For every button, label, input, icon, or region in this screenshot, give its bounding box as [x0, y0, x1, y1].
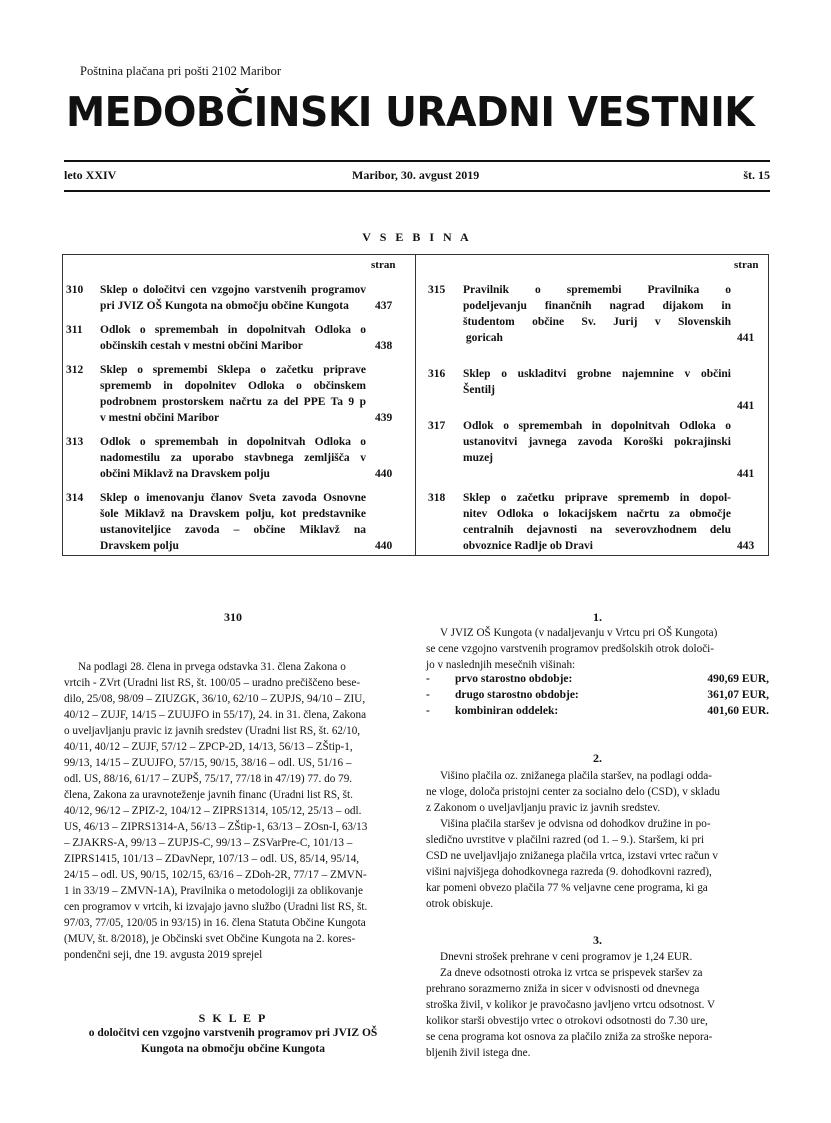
article-3-line: Dnevni strošek prehrane v ceni programov je 1,24 EUR.	[440, 951, 693, 963]
article-1-line: se cene vzgojno varstvenih programov predšolskih otrok določi-	[426, 643, 715, 655]
toc-entry-line: Pravilnik o spremembi Pravilnika o	[463, 284, 731, 296]
article-2-line: ne vloge, določa pristojni center za socialno delo (CSD), v skladu	[426, 786, 720, 798]
toc-entry-line: Sklep o določitvi cen vzgojno varstvenih programov	[100, 284, 366, 296]
toc-entry-page: 440	[375, 540, 393, 552]
preamble-text	[64, 659, 402, 963]
toc-entry-line: v mestni občini Maribor	[100, 412, 220, 424]
article-1-text	[426, 625, 769, 673]
price-label: kombiniran oddelek:	[455, 705, 559, 717]
issue-number: št. 15	[743, 168, 770, 182]
toc-entry-page: 443	[737, 540, 755, 552]
toc-entry-line: nitev Odloka o lokacijskem načrtu za območje	[463, 508, 731, 520]
toc-entry-page: 441	[737, 332, 755, 344]
price-value: 361,07 EUR,	[707, 689, 769, 701]
article-3-line: bljenih živil istega dne.	[426, 1047, 531, 1059]
article-2-line: z Zakonom o uveljavljanju pravic iz javnih sredstev.	[426, 802, 661, 814]
preamble-line: 99/13, 14/15 – ZUUJFO, 57/15, 90/15, 38/16 – odl. US, 51/16 –	[64, 757, 352, 769]
article-3-line: stroška živil, v kolikor je pravočasno javljeno vrtcu odsotnost. V	[426, 999, 716, 1011]
toc-entry-line: centralnih dejavnosti na severovzhodnem delu	[463, 524, 731, 536]
toc-entry-line: občini Miklavž na Dravskem polju	[100, 468, 270, 480]
price-bullet: -	[426, 689, 430, 701]
preamble-line: vrtcih - ZVrt (Uradni list RS, št. 100/05 – uradno prečiščeno bese-	[64, 677, 361, 689]
toc-entry-line: ustanoviteljice zavoda – občine Miklavž na	[100, 524, 366, 536]
toc-entry-number: 317	[428, 420, 446, 432]
preamble-line: odl. US, 88/16, 61/17 – ZUPŠ, 75/17, 77/18 in 47/19) 77. do 79.	[64, 773, 353, 785]
toc-entry-line: podrobnem prostorskem načrtu za del PPE Ta 9 p	[100, 396, 366, 408]
price-bullet: -	[426, 705, 430, 717]
toc-entry-page: 439	[375, 412, 393, 424]
article-1-line: jo v naslednjih mesečnih višinah:	[426, 659, 576, 671]
toc-entry-line: podeljevanju finančnih nagrad dijakom in	[463, 300, 731, 312]
sklep-title: S K L E P	[198, 1011, 268, 1025]
price-value: 401,60 EUR.	[707, 705, 769, 717]
toc-entry-page: 440	[375, 468, 393, 480]
toc-entry-line: Odlok o spremembah in dopolnitvah Odloka o	[100, 324, 366, 336]
preamble-line: 40/12 – ZUJF, 14/15 – ZUUJFO in 55/17), 24. in 31. člena, Zakona	[64, 709, 367, 721]
toc-entry-line: šole Miklavž na Dravskem polju, kot predstavnike	[100, 508, 366, 520]
article-1-title: 1.	[593, 610, 602, 624]
toc-entry-number: 310	[66, 284, 84, 296]
toc-entry-number: 316	[428, 368, 446, 380]
article-3-line: prehrano sorazmerno zniža in sicer v odvisnosti od dnevnega	[426, 983, 700, 995]
toc-entry-line: ustanovitvi javnega zavoda Koroški pokrajinski	[463, 436, 731, 448]
masthead-title: MEDOBČINSKI URADNI VESTNIK	[66, 88, 755, 136]
toc-entry-page: 437	[375, 300, 393, 312]
toc-entry	[66, 322, 405, 354]
preamble-line: 40/12, 96/12 – ZPIZ-2, 104/12 – ZIPRS1314, 105/12, 25/13 – odl.	[64, 805, 362, 817]
toc-stran-left: stran	[371, 259, 396, 271]
toc-entry	[66, 362, 405, 426]
toc-entry-page: 441	[737, 468, 755, 480]
article-3-line: kolikor starši obvestijo vrtec o otrokovi odsotnosti do 7.30 ure,	[426, 1015, 708, 1027]
preamble-line: – ZJAKRS-A, 99/13 – ZUPJS-C, 99/13 – ZSVarPre-C, 101/13 –	[64, 837, 353, 849]
toc-entry-page: 441	[737, 400, 755, 412]
toc-entry-line: Sklep o začetku priprave sprememb in dopol-	[463, 492, 731, 504]
preamble-line: dilo, 25/08, 98/09 – ZIUZGK, 36/10, 62/10 – ZUPJS, 94/10 – ZIU,	[64, 693, 366, 705]
article-2-title: 2.	[593, 751, 602, 765]
issue-year: leto XXIV	[64, 168, 117, 182]
article-3-line: se cena programa kot osnova za plačilo zniža za stroške nepora-	[426, 1031, 713, 1043]
preamble-line: pondenčni seji, dne 19. avgusta 2019 sprejel	[64, 949, 263, 961]
sklep-subtitle-1: o določitvi cen vzgojno varstvenih programov pri JVIZ OŠ	[88, 1027, 378, 1039]
toc-entry-line: sprememb in dopolnitev Odloka o občinskem	[100, 380, 366, 392]
article-2-line: Višina plačila staršev je odvisna od dohodkov družine in po-	[440, 818, 711, 830]
preamble-line: 97/03, 77/05, 120/05 in 93/15) in 16. člena Statuta Občine Kungota	[64, 917, 366, 929]
toc-entry	[428, 366, 767, 412]
toc-entry-number: 313	[66, 436, 84, 448]
preamble-line: 24/15 – odl. US, 90/15, 102/15, 63/16 – ZDoh-2R, 77/17 – ZMVN-	[64, 869, 367, 881]
price-bullet: -	[426, 673, 430, 685]
toc-entry-number: 314	[66, 492, 84, 504]
toc-entry-line: goricah	[463, 332, 503, 344]
article-3-text	[426, 949, 769, 1061]
preamble-line: US, 46/13 – ZIPRS1314-A, 56/13 – ZŠtip-1, 63/13 – ZOsn-I, 63/13	[64, 821, 368, 833]
article-1-line: V JVIZ OŠ Kungota (v nadaljevanju v Vrtcu pri OŠ Kungota)	[440, 627, 718, 639]
toc-entry	[428, 490, 767, 554]
toc-entry-line: Šentilj	[463, 384, 495, 396]
preamble-line: 1 in 33/19 – ZMVN-1A), Pravilnika o metodologiji za oblikovanje	[64, 885, 363, 897]
toc-title: V S E B I N A	[362, 230, 472, 244]
toc-entry-line: Sklep o spremembi Sklepa o začetku priprave	[100, 364, 366, 376]
article-2-line: kar pomeni obvezo plačila 77 % veljavne cene programa, ki ga	[426, 882, 708, 894]
toc-entry	[66, 490, 405, 554]
toc-entry-line: občinskih cestah v mestni občini Maribor	[100, 340, 303, 352]
preamble-line: (MUV, št. 8/2018), je Občinski svet Občine Kungota na 2. kores-	[64, 933, 356, 945]
price-value: 490,69 EUR,	[707, 673, 769, 685]
toc-entry-number: 318	[428, 492, 446, 504]
toc-entry-line: nadomestilu za uporabo stavbnega zemljišča v	[100, 452, 366, 464]
toc-entry-line: Dravskem polju	[100, 540, 179, 552]
price-label: prvo starostno obdobje:	[455, 673, 573, 685]
article-2-line: sledično uvrstitve v plačilni razred (od 1. – 9.). Staršem, ki pri	[426, 834, 705, 846]
sklep-subtitle-2: Kungota na območju občine Kungota	[140, 1043, 326, 1055]
toc-entry-line: Odlok o spremembah in dopolnitvah Odloka o	[100, 436, 366, 448]
preamble-line: 40/11, 40/12 – ZUJF, 57/12 – ZPCP-2D, 14/13, 56/13 – ZŠtip-1,	[64, 741, 353, 753]
toc-entry-line: Sklep o uskladitvi grobne najemnine v občini	[463, 368, 731, 380]
preamble-line: člena, Zakona za uravnoteženje javnih financ (Uradni list RS, št.	[64, 789, 353, 801]
toc-entry-number: 312	[66, 364, 84, 376]
preamble-line: Na podlagi 28. člena in prvega odstavka 31. člena Zakona o	[78, 661, 346, 673]
toc-entry-page: 438	[375, 340, 393, 352]
toc-entry-number: 315	[428, 284, 446, 296]
toc-entry	[66, 434, 405, 482]
article-2-line: otrok obiskuje.	[426, 898, 494, 910]
toc-entry-line: pri JVIZ OŠ Kungota na območju občine Kungota	[100, 300, 349, 312]
toc-entry-line: študentom občine Sv. Jurij v Slovenskih	[463, 316, 731, 328]
preamble-line: cen programov v vrtcih, ki izvajajo javno službo (Uradni list RS, št.	[64, 901, 368, 913]
toc-entry	[428, 282, 767, 346]
article-3-title: 3.	[593, 933, 602, 947]
article-2-line: Višino plačila oz. znižanega plačila staršev, na podlagi odda-	[440, 770, 712, 782]
toc-entry-line: Odlok o spremembah in dopolnitvah Odloka o	[463, 420, 731, 432]
toc-entry-line: Sklep o imenovanju članov Sveta zavoda Osnovne	[100, 492, 366, 504]
toc-entry	[66, 282, 405, 314]
article-2-line: CSD ne uveljavljajo znižanega plačila vrtca, izstavi vrtec račun v	[426, 850, 718, 862]
toc-entry-line: obvoznice Radlje ob Dravi	[463, 540, 594, 552]
preamble-line: o uveljavljanju pravic iz javnih sredstev (Uradni list RS, št. 62/10,	[64, 725, 361, 737]
toc-stran-right: stran	[734, 259, 759, 271]
header-rule-top	[64, 160, 770, 162]
price-label: drugo starostno obdobje:	[455, 689, 579, 701]
article-3-line: Za dneve odsotnosti otroka iz vrtca se prispevek staršev za	[440, 967, 703, 979]
issue-date: Maribor, 30. avgust 2019	[352, 168, 480, 182]
toc-entry-line: muzej	[463, 452, 494, 464]
postage-note: Poštnina plačana pri pošti 2102 Maribor	[80, 64, 282, 78]
article-2-text	[426, 768, 769, 912]
article-2-line: višini najvišjega dohodkovnega razreda (9. dohodkovni razred),	[426, 866, 712, 878]
header-rule-bottom	[64, 190, 770, 192]
preamble-line: ZIPRS1415, 101/13 – ZDavNepr, 107/13 – odl. US, 85/14, 95/14,	[64, 853, 360, 865]
toc-entry-number: 311	[66, 324, 83, 336]
toc-divider	[415, 254, 416, 556]
toc-entry	[428, 418, 767, 480]
article-number: 310	[224, 610, 242, 624]
